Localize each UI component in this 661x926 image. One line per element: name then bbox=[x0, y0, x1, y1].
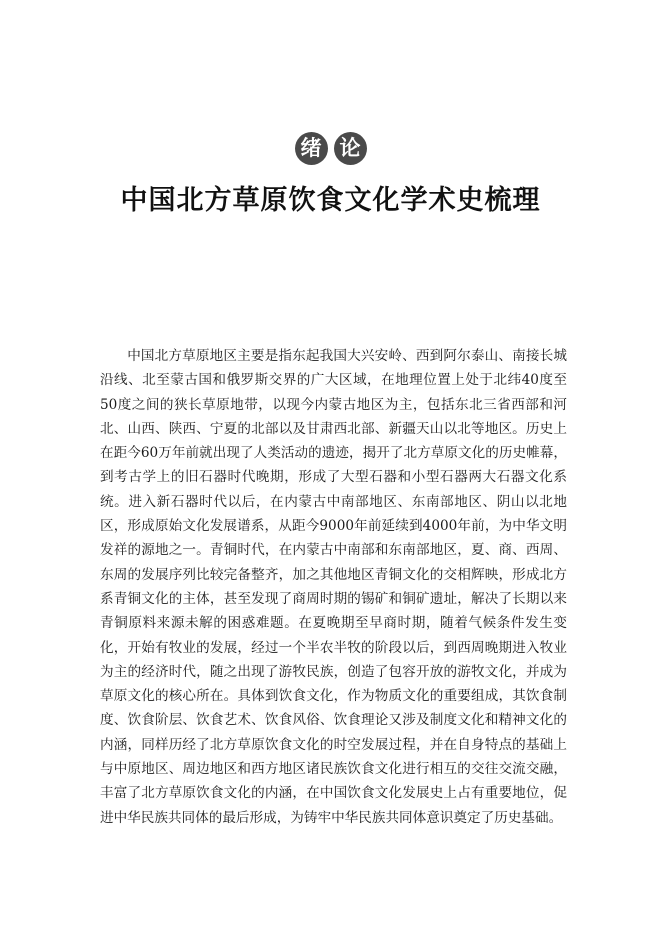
chapter-mark bbox=[0, 132, 661, 165]
chapter-title: 中国北方草原饮食文化学术史梳理 bbox=[120, 185, 541, 216]
chapter-mark-char-2: 论 bbox=[334, 132, 367, 165]
body-paragraph: 中国北方草原地区主要是指东起我国大兴安岭、西到阿尔泰山、南接长城沿线、北至蒙古国和俄罗斯交界的广大区域，在地理位置上处于北纬40度至50度之间的狭长草原地带，以现今内蒙古地区为主，包括东北三省西部和河北、山西、陕西、宁夏的北部以及甘肃西北部、新疆天山以北等地区。历史上在距今60万年前就出现了人类活动的遗迹，揭开了北方草原文化的历史帷幕，到考古学上的旧石器时代晚期，形成了大型石器和小型石器两大石器文化系统。进入新石器时代以后，在内蒙古中南部地区、东南部地区、阴山以北地区，形成原始文化发展谱系，从距今9000年前延续到4000年前，为中华文明发祥的源地之一。青铜时代，在内蒙古中南部和东南部地区，夏、商、西周、东周的发展序列比较完备整齐，加之其他地区青铜文化的交相辉映，形成北方系青铜文化的主体，甚至发现了商周时期的锡矿和铜矿遗址，解决了长期以来青铜原料来源未解的困惑难题。在夏晚期至早商时期，随着气候条件发生变化，开始有牧业的发展，经过一个半农半牧的阶段以后，到西周晚期进入牧业为主的经济时代，随之出现了游牧民族，创造了包容开放的游牧文化，并成为草原文化的核心所在。具体到饮食文化，作为物质文化的重要组成，其饮食制度、饮食阶层、饮食艺术、饮食风俗、饮食理论又涉及制度文化和精神文化的内涵，同样历经了北方草原饮食文化的时空发展过程，并在自身特点的基础上与中原地区、周边地区和西方地区诸民族饮食文化进行相互的交往交流交融，丰富了北方草原饮食文化的内涵，在中国饮食文化发展史上占有重要地位，促进中华民族共同体的最后形成，为铸牢中华民族共同体意识奠定了历史基础。 bbox=[100, 348, 567, 826]
chapter-mark-char-1: 绪 bbox=[295, 132, 328, 165]
